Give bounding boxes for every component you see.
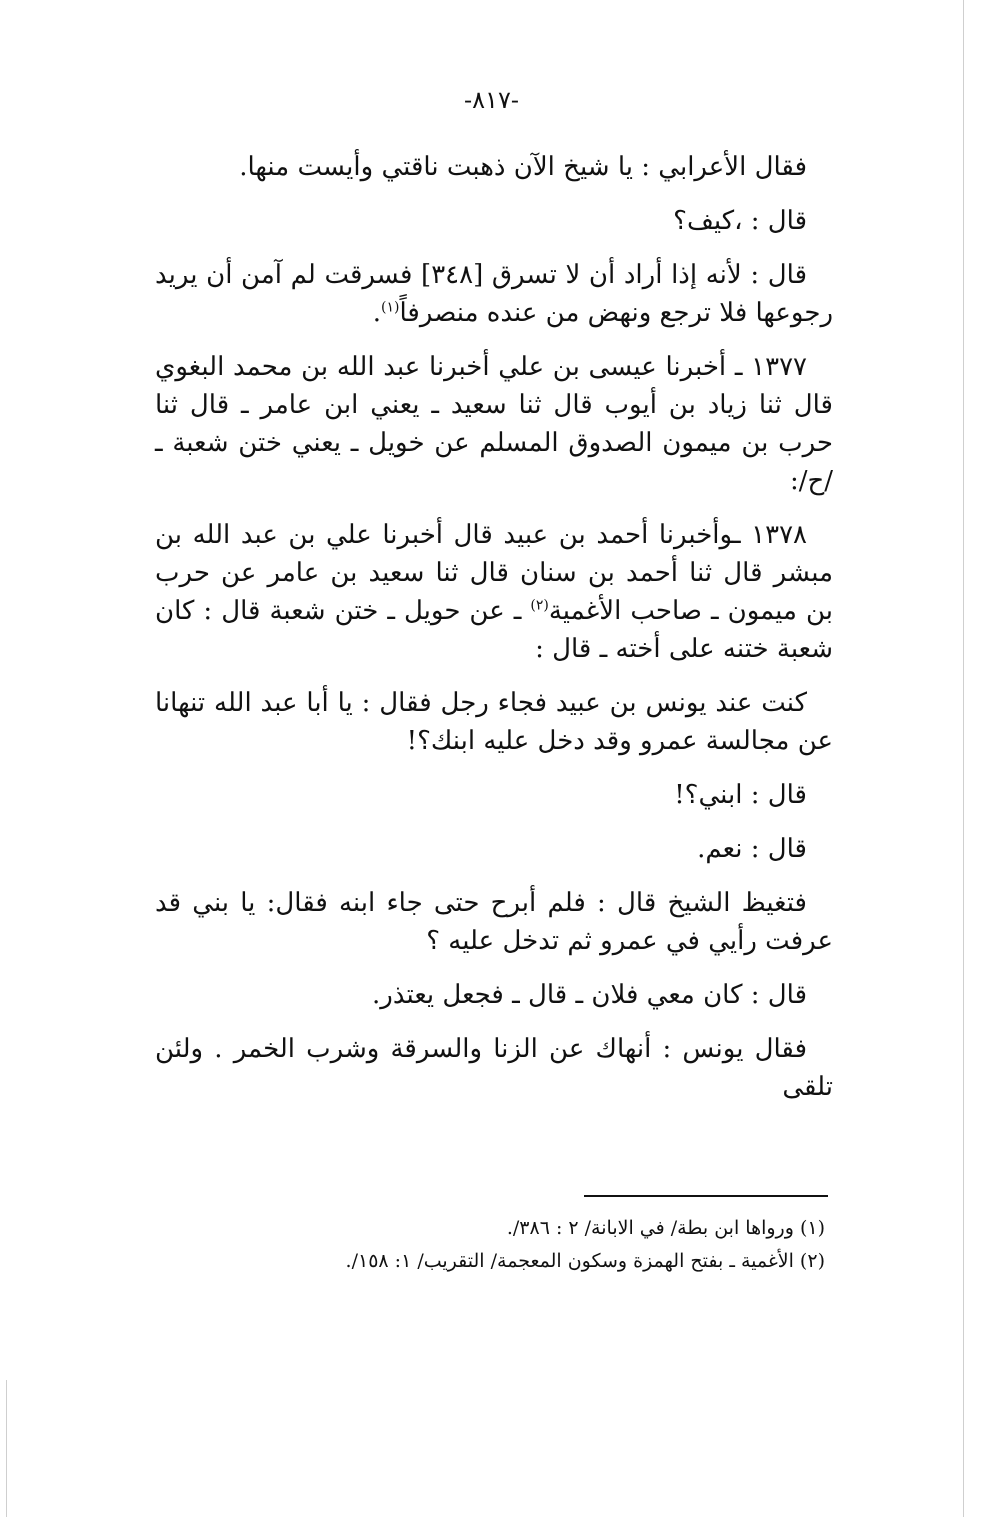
paragraph-3-text: قال : لأنه إذا أراد أن لا تسرق [٣٤٨] فسرقت لم آمن أن يريد رجوعها فلا ترجع ونهض من عنده منصرفاً xyxy=(155,260,833,328)
paragraph-9: فتغيظ الشيخ قال : فلم أبرح حتى جاء ابنه فقال: يا بني قد عرفت رأيي في عمرو ثم تدخل عليه ؟ xyxy=(155,888,833,956)
footnote-1: (١) ورواها ابن بطة/ في الابانة/ ٢ : ٣٨٦/. xyxy=(506,1217,825,1239)
hadith-1377: ١٣٧٧ ـ أخبرنا عيسى بن علي أخبرنا عبد الله بن محمد البغوي قال ثنا زياد بن أيوب قال ثنا سعيد ـ يعني ابن عامر ـ قال ثنا حرب بن ميمون الصدوق المسلم عن خويل ـ يعني ختن شعبة ـ /ح/: xyxy=(155,352,833,496)
paragraph-10: قال : كان معي فلان ـ قال ـ فجعل يعتذر. xyxy=(372,980,807,1010)
paragraph-3-tail: . xyxy=(372,298,382,328)
paragraph-6: كنت عند يونس بن عبيد فجاء رجل فقال : يا أبا عبد الله تنهانا عن مجالسة عمرو وقد دخل عليه ابنك؟! xyxy=(155,688,833,756)
footnote-marker-2[interactable]: (٢) xyxy=(530,597,549,614)
paragraph-3 xyxy=(155,256,833,332)
scan-edge-mark xyxy=(6,1380,7,1517)
scan-edge-mark xyxy=(963,0,964,1517)
footnote-2: (٢) الأغمية ـ بفتح الهمزة وسكون المعجمة/ التقريب/ ١: ١٥٨/. xyxy=(345,1250,825,1272)
hadith-1378-text: ١٣٧٨ ـوأخبرنا أحمد بن عبيد قال أخبرنا علي بن عبد الله بن مبشر قال ثنا أحمد بن سنان قال ثنا سعيد بن عامر عن حرب بن ميمون ـ صاحب الأغمية xyxy=(155,520,833,626)
footnote-marker-1[interactable]: (١) xyxy=(381,299,400,316)
paragraph-1: فقال الأعرابي : يا شيخ الآن ذهبت ناقتي وأيست منها. xyxy=(239,152,807,182)
hadith-1378-tail: ـ عن حويل ـ ختن شعبة قال : كان شعبة ختنه على أخته ـ قال : xyxy=(155,596,833,664)
page-number: -٨١٧- xyxy=(464,86,519,114)
hadith-1378 xyxy=(155,516,833,668)
paragraph-8: قال : نعم. xyxy=(697,834,807,864)
paragraph-11: فقال يونس : أنهاك عن الزنا والسرقة وشرب الخمر . ولئن تلقى xyxy=(155,1034,833,1102)
main-text xyxy=(155,148,833,1122)
footnotes xyxy=(155,1212,825,1278)
footnote-divider xyxy=(584,1195,828,1197)
paragraph-7: قال : ابني؟! xyxy=(674,780,807,810)
paragraph-2: قال : ،كيف؟ xyxy=(673,206,807,236)
